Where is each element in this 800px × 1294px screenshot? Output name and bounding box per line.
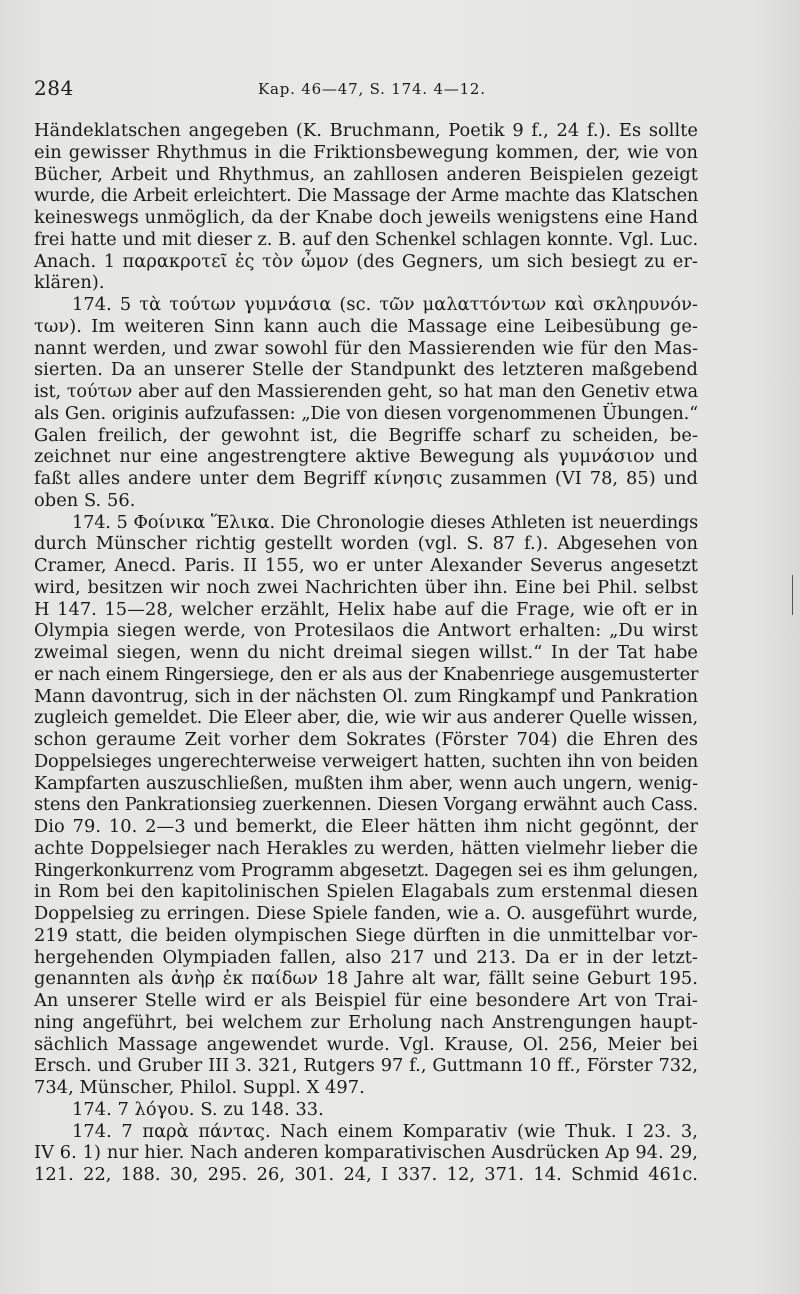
text-line: An unserer Stelle wird er als Beispiel für eine besondere Art von Trai- xyxy=(34,990,698,1011)
body-text xyxy=(34,120,698,1186)
text-line: των). Im weiteren Sinn kann auch die Massage eine Leibesübung ge- xyxy=(34,315,698,337)
text-line: 174. 5 τὰ τούτων γυμνάσια (sc. τῶν μαλαττόντων καὶ σκληρυνόν- xyxy=(72,294,698,315)
text-line: 121. 22, 188. 30, 295. 26, 301. 24, I 337. 12, 371. 14. Schmid 461c. xyxy=(34,1164,698,1185)
text-line: ist, τούτων aber auf den Massierenden geht, so hat man den Genetiv etwa xyxy=(34,381,698,402)
text-line: frei hatte und mit dieser z. B. auf den Schenkel schlagen konnte. Vgl. Luc. xyxy=(34,228,698,250)
text-line: durch Münscher richtig gestellt worden (vgl. S. 87 f.). Abgesehen von xyxy=(34,533,698,555)
text-line: Anach. 1 παρακροτεῖ ἐς τὸν ὦμον (des Gegners, um sich besiegt zu er- xyxy=(34,250,698,272)
text-line: sierten. Da an unserer Stelle der Standpunkt des letzteren maßgebend xyxy=(34,359,698,381)
text-line: Cramer, Anecd. Paris. II 155, wo er unter Alexander Severus angesetzt xyxy=(34,555,698,576)
text-line: H 147. 15—28, welcher erzählt, Helix habe auf die Frage, wie oft er in xyxy=(34,598,698,620)
text-line: 219 statt, die beiden olympischen Siege dürften in die unmittelbar vor- xyxy=(34,924,698,946)
running-head: Kap. 46—47, S. 174. 4—12. xyxy=(258,80,486,98)
page-edge-mark xyxy=(792,575,793,615)
text-line: zeichnet nur eine angestrengtere aktive Bewegung als γυμνάσιον und xyxy=(34,446,698,468)
text-line: 174. 5 Φοίνικα Ἕλικα. Die Chronologie dieses Athleten ist neuerdings xyxy=(72,511,698,533)
text-line: 734, Münscher, Philol. Suppl. X 497. xyxy=(34,1077,365,1098)
text-line: Ersch. und Gruber III 3. 321, Rutgers 97 f., Guttmann 10 ff., Förster 732, xyxy=(34,1055,698,1077)
text-line: genannten als ἀνὴρ ἐκ παίδων 18 Jahre alt war, fällt seine Geburt 195. xyxy=(34,968,698,990)
text-line: als Gen. originis aufzufassen: „Die von diesen vorgenommenen Übungen.“ xyxy=(34,402,698,424)
text-line: Olympia siegen werde, von Protesilaos die Antwort erhalten: „Du wirst xyxy=(34,620,698,642)
text-line: schon geraume Zeit vorher dem Sokrates (Förster 704) die Ehren des xyxy=(34,729,698,750)
text-line: 174. 7 παρὰ πάντας. Nach einem Komparativ (wie Thuk. I 23. 3, xyxy=(72,1120,698,1142)
text-line: Kampfarten auszuschließen, mußten ihm aber, wenn auch ungern, wenig- xyxy=(34,772,698,794)
text-line: Ringerkonkurrenz vom Programm abgesetzt. Dagegen sei es ihm gelungen, xyxy=(34,859,698,881)
text-line: keineswegs unmöglich, da der Knabe doch jeweils wenigstens eine Hand xyxy=(34,207,698,228)
text-line: stens den Pankrationsieg zuerkennen. Diesen Vorgang erwähnt auch Cass. xyxy=(34,794,698,816)
text-line: in Rom bei den kapitolinischen Spielen Elagabals zum erstenmal diesen xyxy=(34,881,698,903)
text-line: Händeklatschen angegeben (K. Bruchmann, Poetik 9 f., 24 f.). Es sollte xyxy=(34,120,698,141)
text-line: ning angeführt, bei welchem zur Erholung nach Anstrengungen haupt- xyxy=(34,1011,698,1033)
text-line: 174. 7 λόγου. S. zu 148. 33. xyxy=(72,1098,324,1120)
text-line: klären). xyxy=(34,272,105,294)
text-line: er nach einem Ringersiege, den er als aus der Knabenriege ausgemusterter xyxy=(34,663,698,685)
text-line: zugleich gemeldet. Die Eleer aber, die, wie wir aus anderer Quelle wissen, xyxy=(34,707,698,729)
text-line: wird, besitzen wir noch zwei Nachrichten über ihn. Eine bei Phil. selbst xyxy=(34,576,698,598)
text-line: Doppelsieges ungerechterweise verweigert hatten, suchten ihn von beiden xyxy=(34,750,698,772)
text-line: Doppelsieg zu erringen. Diese Spiele fanden, wie a. O. ausgeführt wurde, xyxy=(34,903,698,924)
text-line: Galen freilich, der gewohnt ist, die Begriffe scharf zu scheiden, be- xyxy=(34,424,698,446)
text-line: zweimal siegen, wenn du nicht dreimal siegen willst.“ In der Tat habe xyxy=(34,642,698,663)
text-line: Bücher, Arbeit und Rhythmus, an zahllosen anderen Beispielen gezeigt xyxy=(34,163,698,185)
text-line: faßt alles andere unter dem Begriff κίνησις zusammen (VI 78, 85) und xyxy=(34,468,698,489)
text-line: ein gewisser Rhythmus in die Friktionsbewegung kommen, der, wie von xyxy=(34,141,698,163)
text-line: nannt werden, und zwar sowohl für den Massierenden wie für den Mas- xyxy=(34,337,698,359)
text-line: oben S. 56. xyxy=(34,489,136,511)
text-line: IV 6. 1) nur hier. Nach anderen komparativischen Ausdrücken Ap 94. 29, xyxy=(34,1142,698,1164)
text-line: hergehenden Olympiaden fallen, also 217 und 213. Da er in der letzt- xyxy=(34,946,698,968)
text-line: Mann davontrug, sich in der nächsten Ol. zum Ringkampf und Pankration xyxy=(34,685,698,707)
page-header xyxy=(34,76,734,106)
text-line: achte Doppelsieger nach Herakles zu werden, hätten vielmehr lieber die xyxy=(34,837,698,859)
text-line: sächlich Massage angewendet wurde. Vgl. Krause, Ol. 256, Meier bei xyxy=(34,1033,698,1055)
text-line: wurde, die Arbeit erleichtert. Die Massage der Arme machte das Klatschen xyxy=(34,185,698,207)
text-line: Dio 79. 10. 2—3 und bemerkt, die Eleer hätten ihm nicht gegönnt, der xyxy=(34,816,698,837)
page-number: 284 xyxy=(34,76,74,100)
